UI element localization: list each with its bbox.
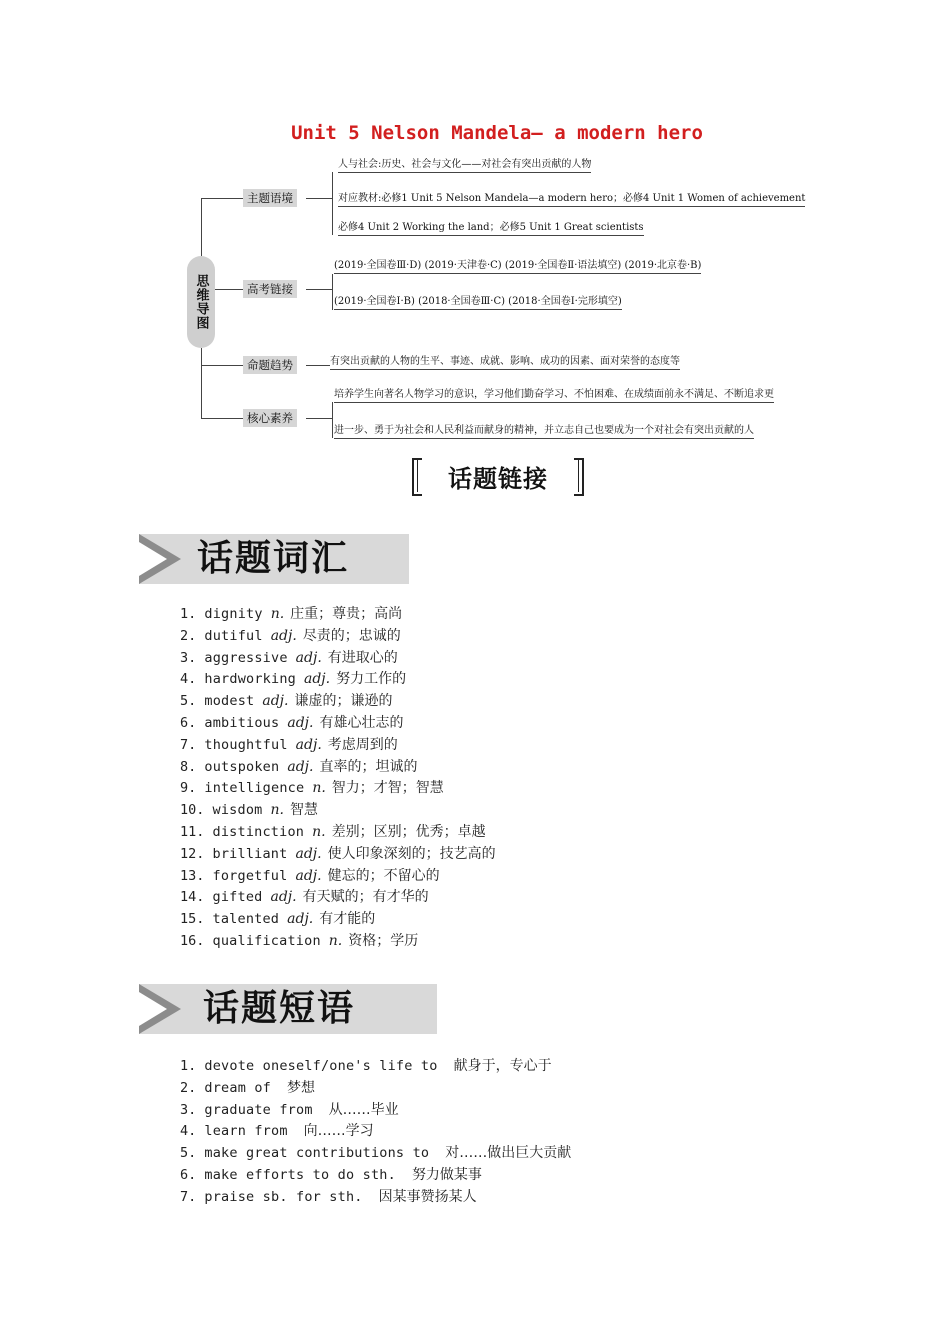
item-number: 3. [180,1101,205,1118]
mind-map-leaf: 进一步、勇于为社会和人民利益而献身的精神，并立志自己也要成为一个对社会有突出贡献的人 [334,424,754,439]
item-word: forgetful [212,867,288,884]
item-number: 4. [180,671,205,688]
item-word: qualification [212,932,321,949]
item-number: 1. [180,1058,205,1074]
item-number: 2. [180,1079,205,1096]
list-item [180,909,496,931]
list-item [180,1187,571,1209]
item-meaning: 使人印象深刻的；技艺高的 [327,845,496,862]
mind-map-leaf: 培养学生向著名人物学习的意识，学习他们勤奋学习、不怕困难、在成绩面前永不满足、不断追求更 [334,388,774,403]
list-item [180,844,496,866]
item-number: 9. [180,780,205,797]
item-number: 13. [180,867,213,884]
item-number: 4. [180,1123,205,1140]
item-word: gifted [212,889,263,906]
item-word: talented [212,911,280,928]
list-item [180,1056,571,1078]
item-phrase: dream of [204,1079,272,1096]
item-meaning: 有才能的 [319,911,376,928]
section-heading: 话题短语 [203,988,356,1029]
mind-map-leaf: 对应教材:必修1 Unit 5 Nelson Mandela—a modern hero；必修4 Unit 1 Women of achievement [338,192,805,207]
section-banner-vocab [139,534,409,584]
list-item [180,822,496,844]
item-pos: n. [312,823,326,840]
mind-map-branch: 主题语境 [243,189,297,207]
item-meaning: 考虑周到的 [327,736,398,753]
list-item [180,931,496,953]
item-pos: n. [270,802,284,819]
item-meaning: 努力工作的 [336,671,407,688]
item-pos: adj. [295,649,322,666]
item-number: 3. [180,649,205,666]
mind-map-root-label: 思维导图 [193,274,209,330]
item-word: hardworking [204,671,296,688]
item-word: intelligence [204,780,305,797]
item-meaning: 差别；区别；优秀；卓越 [331,823,486,840]
item-meaning: 谦虚的；谦逊的 [294,693,393,710]
item-meaning: 献身于，专心于 [453,1058,552,1074]
item-pos: adj. [295,736,322,753]
list-item [180,1078,571,1100]
right-bracket-icon [574,458,584,496]
arrow-icon-inner [139,542,167,576]
item-meaning: 努力做某事 [411,1166,482,1183]
connector [332,402,333,438]
item-number: 5. [180,1145,205,1162]
item-pos: adj. [287,758,314,775]
item-pos: adj. [295,867,322,884]
item-word: brilliant [212,845,288,862]
item-pos: n. [270,606,285,622]
mind-map-branch: 命题趋势 [243,356,297,374]
connector [306,198,332,199]
connector [332,274,333,310]
item-meaning: 智力；才智；智慧 [331,780,444,797]
mind-map-leaf: (2019·全国卷Ⅰ·B) (2018·全国卷Ⅲ·C) (2018·全国卷Ⅰ·完形填空) [334,295,622,310]
item-number: 1. [180,606,205,622]
item-pos: adj. [295,845,322,862]
item-number: 16. [180,932,213,949]
item-meaning: 梦想 [287,1079,316,1096]
item-meaning: 资格；学历 [348,932,419,949]
vocab-list [180,604,496,953]
mind-map-leaf: 有突出贡献的人物的生平、事迹、成就、影响、成功的因素、面对荣誉的态度等 [330,355,680,370]
item-pos: adj. [262,693,289,710]
item-word: outspoken [204,758,280,775]
item-word: aggressive [204,649,288,666]
item-phrase: devote oneself/one's life to [204,1058,438,1074]
item-number: 2. [180,627,205,644]
mind-map-leaf: 人与社会:历史、社会与文化——对社会有突出贡献的人物 [338,158,591,173]
list-item [180,691,496,713]
item-number: 6. [180,714,205,731]
left-bracket-icon [412,458,422,496]
item-phrase: praise sb. for sth. [204,1188,363,1205]
item-number: 12. [180,845,213,862]
list-item [180,1100,571,1122]
mind-map-branch: 高考链接 [243,280,297,298]
item-pos: adj. [270,627,297,644]
connector [306,289,332,290]
item-meaning: 智慧 [289,802,318,819]
item-number: 10. [180,802,213,819]
item-word: dignity [204,606,263,622]
item-meaning: 对……做出巨大贡献 [445,1145,572,1162]
item-meaning: 因某事赞扬某人 [378,1188,477,1205]
item-meaning: 有雄心壮志的 [319,714,404,731]
item-pos: n. [328,932,343,949]
item-pos: adj. [287,911,314,928]
item-word: thoughtful [204,736,288,753]
item-pos: adj. [304,671,331,688]
list-item [180,669,496,691]
mind-map-leaf: 必修4 Unit 2 Working the land；必修5 Unit 1 Great scientists [338,221,644,236]
item-number: 7. [180,736,205,753]
item-meaning: 尽责的；忠诚的 [302,627,401,644]
list-item [180,778,496,800]
mind-map-leaf: (2019·全国卷Ⅲ·D) (2019·天津卷·C) (2019·全国卷Ⅱ·语法填空) (2019·北京卷·B) [334,259,701,274]
item-number: 7. [180,1188,205,1205]
item-number: 15. [180,911,213,928]
item-number: 14. [180,889,213,906]
item-meaning: 向……学习 [303,1123,374,1140]
item-number: 6. [180,1166,205,1183]
item-word: ambitious [204,714,280,731]
item-number: 8. [180,758,205,775]
item-word: distinction [212,823,305,840]
item-meaning: 直率的；坦诚的 [319,758,418,775]
connector [332,172,333,235]
item-phrase: learn from [204,1123,288,1140]
connector [201,418,243,419]
item-word: wisdom [212,802,263,819]
item-meaning: 有天赋的；有才华的 [302,889,429,906]
item-pos: adj. [270,889,297,906]
list-item [180,866,496,888]
item-pos: adj. [287,714,314,731]
connector [201,198,202,256]
list-item [180,757,496,779]
connector [306,365,330,366]
list-item [180,1121,571,1143]
mind-map-branch: 核心素养 [243,409,297,427]
item-number: 11. [180,823,213,840]
connector [201,198,243,199]
item-pos: n. [312,780,326,797]
list-item [180,713,496,735]
item-word: dutiful [204,627,263,644]
topic-link-heading [412,458,584,494]
topic-link-label: 话题链接 [448,464,548,493]
list-item [180,735,496,757]
connector [201,348,202,418]
connector [215,289,243,290]
list-item [180,626,496,648]
list-item [180,887,496,909]
list-item [180,1143,571,1165]
connector [306,418,332,419]
item-meaning: 有进取心的 [327,649,398,666]
section-heading: 话题词汇 [197,538,350,579]
item-meaning: 健忘的；不留心的 [327,867,440,884]
list-item [180,648,496,670]
section-banner-phrases [139,984,437,1034]
list-item [180,800,496,822]
item-phrase: graduate from [204,1101,313,1118]
list-item [180,604,496,626]
item-meaning: 从……毕业 [328,1101,399,1118]
page-title: Unit 5 Nelson Mandela— a modern hero [291,122,703,144]
item-number: 5. [180,693,205,710]
item-phrase: make efforts to do sth. [204,1166,396,1183]
item-word: modest [204,693,255,710]
arrow-icon-inner [139,992,167,1026]
item-meaning: 庄重；尊贵；高尚 [290,606,403,622]
list-item [180,1165,571,1187]
item-phrase: make great contributions to [204,1145,430,1162]
mind-map-root [187,256,215,348]
phrase-list [180,1056,571,1209]
connector [201,365,243,366]
